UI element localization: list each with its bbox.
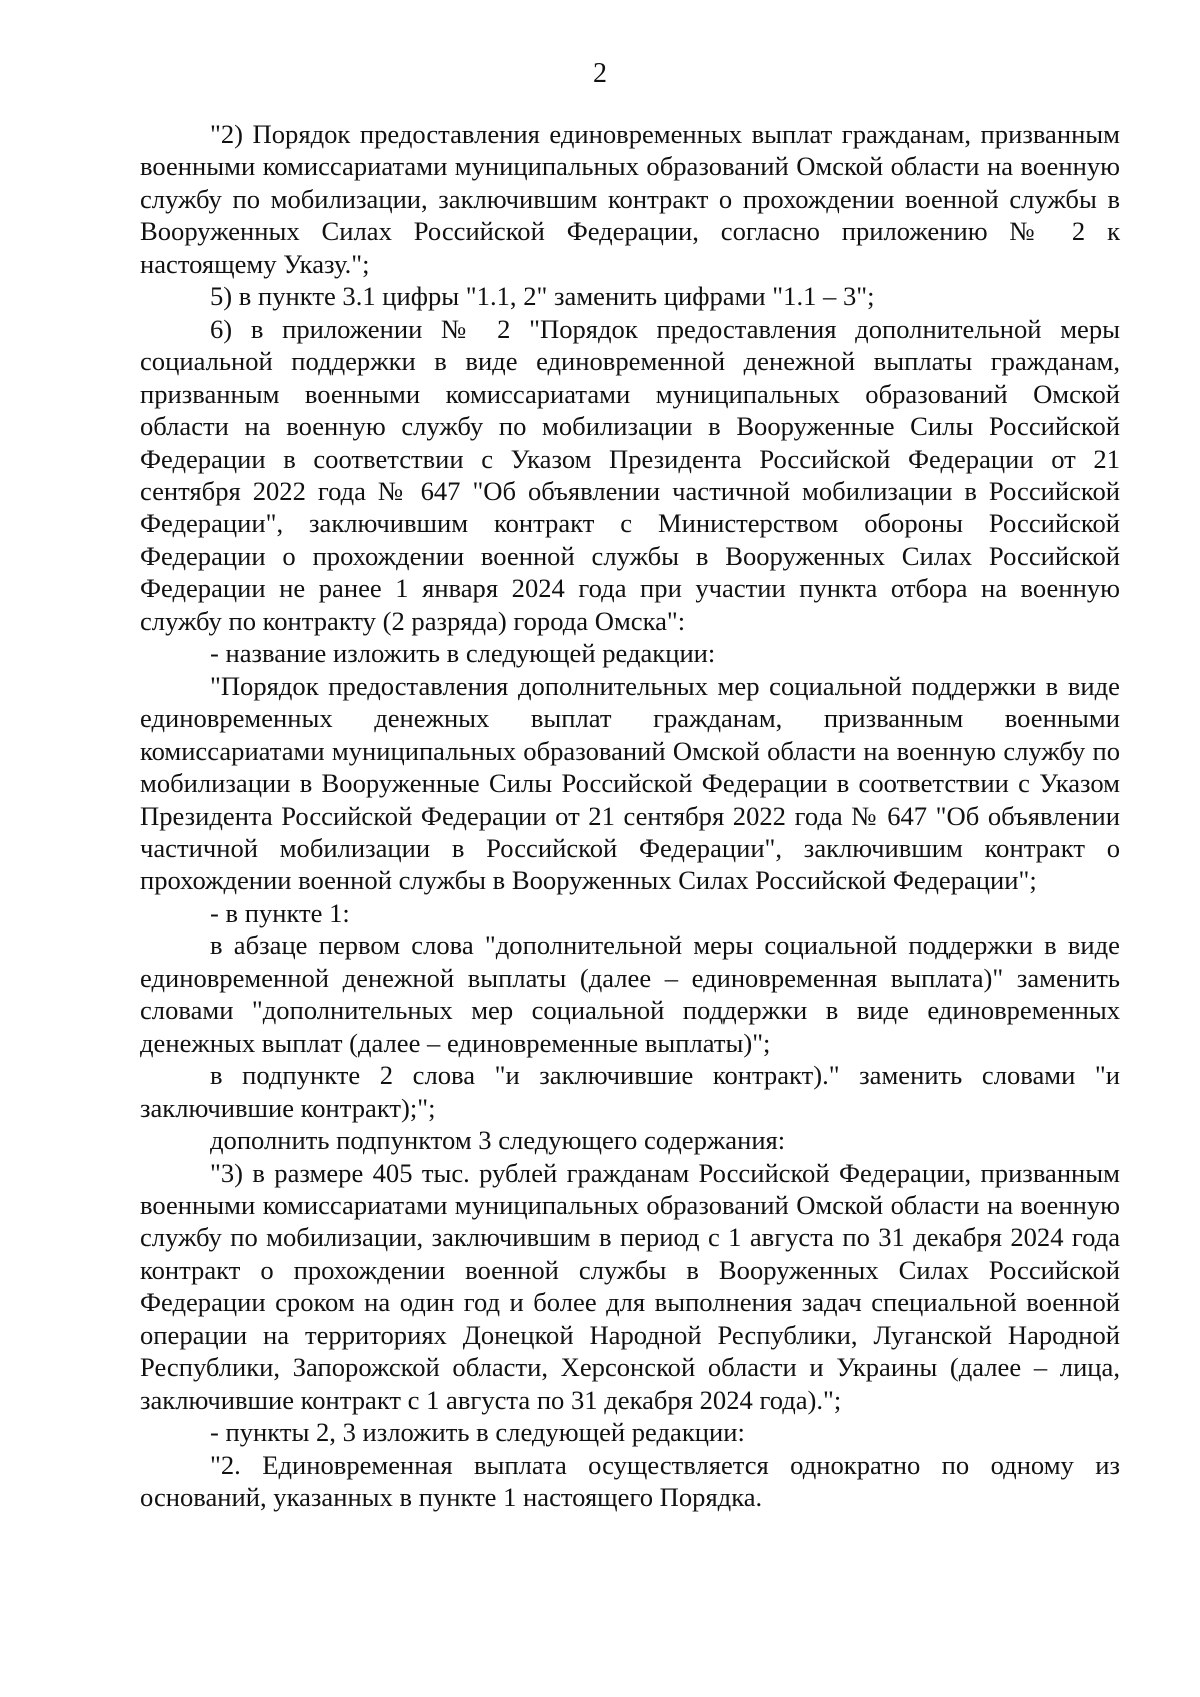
- paragraph-title-change: - название изложить в следующей редакции:: [210, 638, 716, 669]
- paragraph-point-1: - в пункте 1:: [210, 897, 350, 928]
- paragraph-item-6: 6) в приложении № 2 "Порядок предоставления дополнительной меры социальной поддержки в виде единовременной денежной выплаты гражданам, призванным военными комиссариатами муниципальных образований Омской области на военную службу по мобилизации в Вооруженные Силы Российской Федерации в соответствии с Указом Президента Российской Федерации от 21 сентября 2022 года № 647 "Об объявлении частичной мобилизации в Российской Федерации", заключившим контракт с Министерством обороны Российской Федерации о прохождении военной службы в Вооруженных Силах Российской Федерации не ранее 1 января 2024 года при участии пункта отбора на военную службу по контракту (2 разряда) города Омска":: [140, 313, 1120, 636]
- paragraph-subpoint-3-text: "3) в размере 405 тыс. рублей гражданам Российской Федерации, призванным военными комиссариатами муниципальных образований Омской области на военную службу по мобилизации, заключившим в период с 1 августа по 31 декабря 2024 года контракт о прохождении военной службы в Вооруженных Силах Российской Федерации сроком на один год и более для выполнения задач специальной военной операции на территориях Донецкой Народной Республики, Луганской Народной Республики, Запорожской области, Херсонской области и Украины (далее – лица, заключившие контракт с 1 августа по 31 декабря 2024 года).";: [140, 1157, 1120, 1415]
- paragraph-add-subpoint-3: дополнить подпунктом 3 следующего содержания:: [210, 1125, 786, 1156]
- paragraph-item-5: 5) в пункте 3.1 цифры "1.1, 2" заменить цифрами "1.1 – 3";: [210, 281, 875, 312]
- document-body: [140, 118, 1120, 1513]
- paragraph-quoted-item-2: "2) Порядок предоставления единовременных выплат гражданам, призванным военными комиссариатами муниципальных образований Омской области на военную службу по мобилизации, заключившим контракт о прохождении военной службы в Вооруженных Силах Российской Федерации, согласно приложению № 2 к настоящему Указу.";: [140, 119, 1120, 279]
- paragraph-points-2-3: - пункты 2, 3 изложить в следующей редакции:: [210, 1417, 745, 1448]
- paragraph-first-abzac: в абзаце первом слова "дополнительной меры социальной поддержки в виде единовременной денежной выплаты (далее – единовременная выплата)" заменить словами "дополнительных мер социальной поддержки в виде единовременных денежных выплат (далее – единовременные выплаты)";: [140, 930, 1120, 1058]
- paragraph-subpoint-2: в подпункте 2 слова "и заключившие контракт)." заменить словами "и заключившие контракт);";: [140, 1060, 1120, 1123]
- page-number: 2: [593, 58, 607, 89]
- paragraph-new-title: "Порядок предоставления дополнительных мер социальной поддержки в виде единовременных денежных выплат гражданам, призванным военными комиссариатами муниципальных образований Омской области на военную службу по мобилизации в Вооруженные Силы Российской Федерации в соответствии с Указом Президента Российской Федерации от 21 сентября 2022 года № 647 "Об объявлении частичной мобилизации в Российской Федерации", заключившим контракт о прохождении военной службы в Вооруженных Силах Российской Федерации";: [140, 670, 1120, 896]
- paragraph-point-2-text: "2. Единовременная выплата осуществляется однократно по одному из оснований, указанных в пункте 1 настоящего Порядка.: [140, 1449, 1120, 1513]
